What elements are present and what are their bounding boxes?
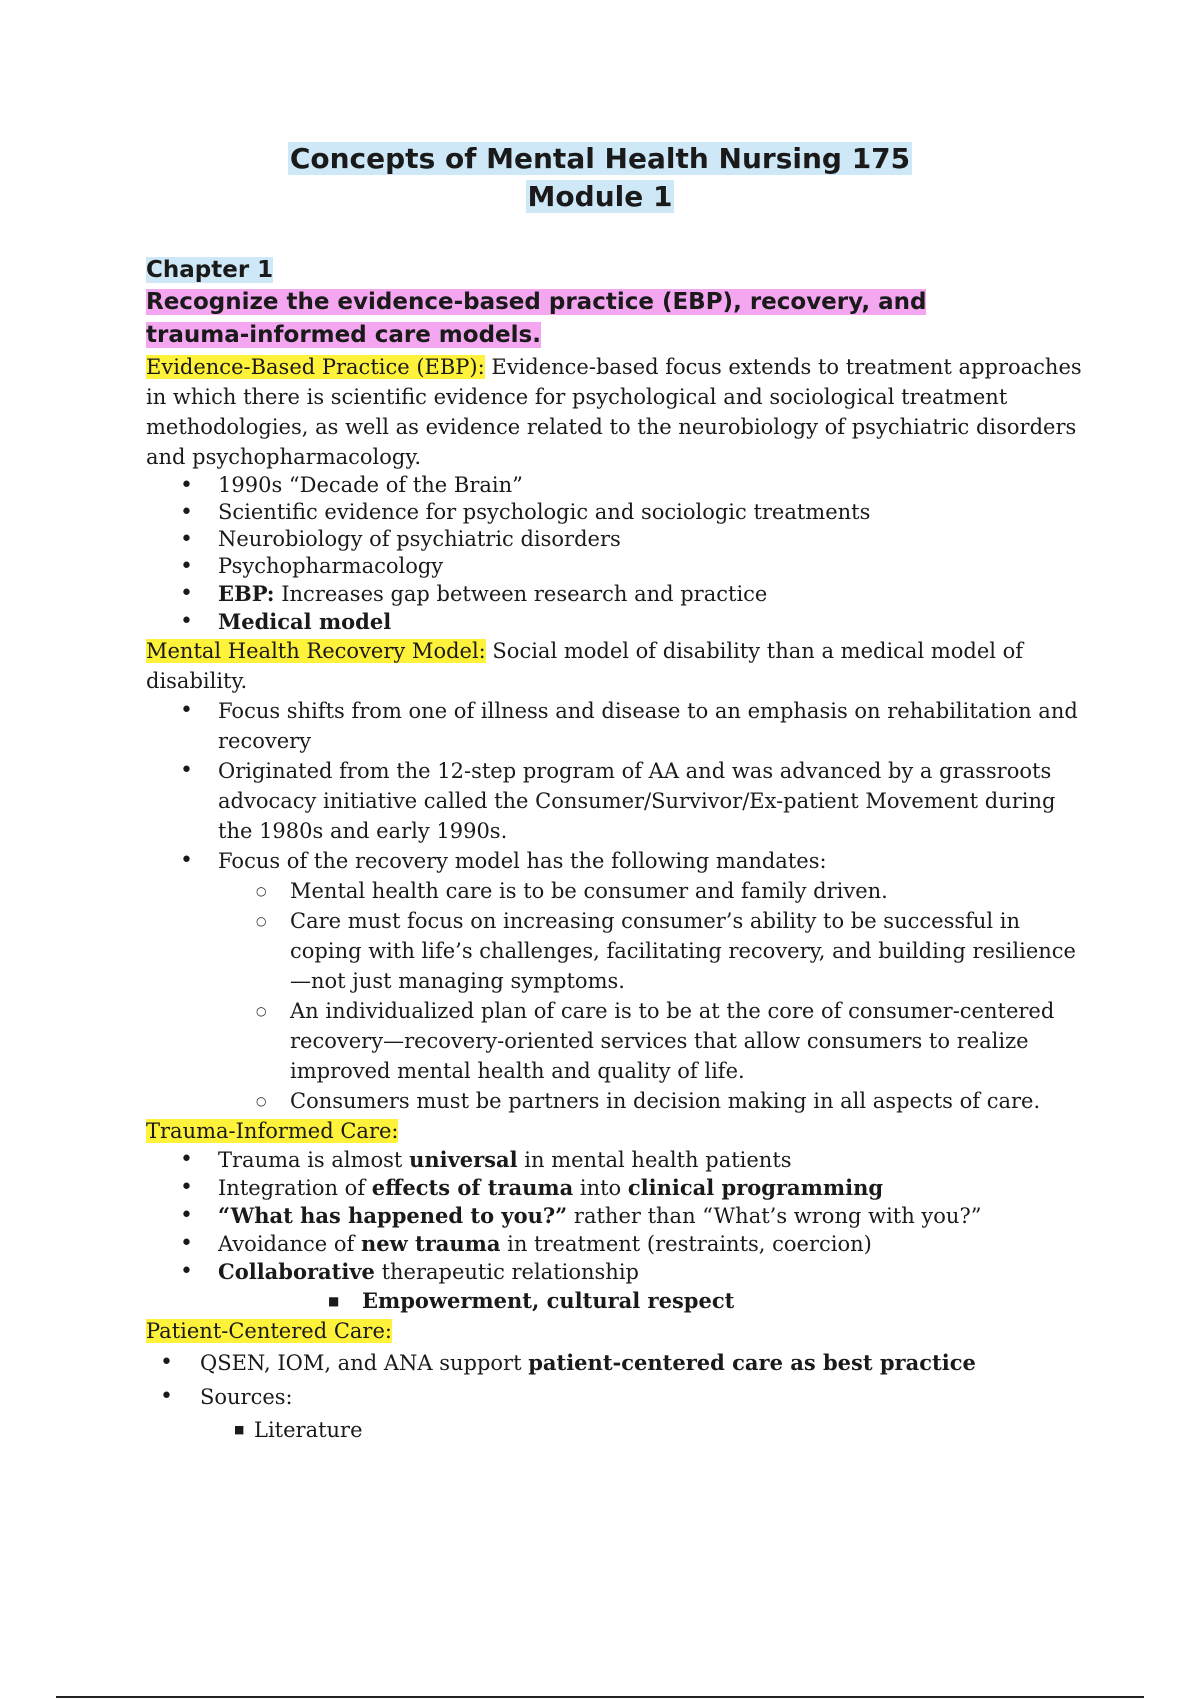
list-item: ○ Consumers must be partners in decision making in all aspects of care. <box>146 1086 1096 1116</box>
text: Trauma is almost <box>218 1148 410 1172</box>
objective-line-2: trauma-informed care models. <box>146 322 541 348</box>
list-item: • Focus shifts from one of illness and disease to an emphasis on rehabilitation and recovery <box>146 696 1096 756</box>
recovery-paragraph <box>146 636 1096 696</box>
trauma-list <box>146 1146 1096 1286</box>
ebp-bullet-text: Increases gap between research and practice <box>274 582 768 606</box>
bold-text: clinical programming <box>627 1175 884 1200</box>
list-item: ○ Care must focus on increasing consumer’s ability to be successful in coping with life’s challenges, facilitating recovery, and building resilience—not just managing symptoms. <box>146 906 1096 996</box>
pcc-list <box>146 1346 1096 1414</box>
learning-objective <box>146 286 1096 352</box>
ebp-text: Evidence-based focus extends to treatment approaches in which there is scientific evidence for psychological and sociological treatment methodologies, as well as evidence related to the neurobiology of psychiatric disorders and psychopharmacology. <box>146 355 1082 469</box>
text: Avoidance of <box>218 1232 361 1256</box>
recovery-list <box>146 696 1096 876</box>
document-page <box>146 140 1096 1446</box>
bold-text: effects of trauma <box>371 1175 574 1200</box>
list-item: • Focus of the recovery model has the following mandates: <box>146 846 1096 876</box>
list-item: ■ Empowerment, cultural respect <box>146 1286 1096 1316</box>
pcc-heading <box>146 1316 1096 1346</box>
trauma-label: Trauma-Informed Care: <box>146 1119 399 1143</box>
list-item <box>146 1146 1096 1174</box>
bold-text: universal <box>409 1147 518 1172</box>
list-item: ■ Literature <box>146 1414 1096 1446</box>
title-line-2: Module 1 <box>527 180 673 213</box>
text: Integration of <box>218 1176 372 1200</box>
list-item: • Scientific evidence for psychologic and sociologic treatments <box>146 499 1096 526</box>
text: in mental health patients <box>517 1148 792 1172</box>
bold-text: Collaborative <box>218 1259 375 1284</box>
bold-text: “What has happened to you?” <box>218 1203 568 1228</box>
list-item: • 1990s “Decade of the Brain” <box>146 472 1096 499</box>
ebp-list <box>146 472 1096 636</box>
text: in treatment (restraints, coercion) <box>500 1232 872 1256</box>
list-item <box>146 580 1096 608</box>
list-item <box>146 1174 1096 1202</box>
objective-line-1: Recognize the evidence-based practice (EBP), recovery, and <box>146 289 927 315</box>
document-title <box>0 140 1200 216</box>
title-line-1: Concepts of Mental Health Nursing 175 <box>289 142 911 175</box>
bold-text: new trauma <box>360 1231 501 1256</box>
ebp-paragraph <box>146 352 1096 472</box>
medical-model: Medical model <box>218 609 392 634</box>
list-item <box>146 1202 1096 1230</box>
list-item: • Sources: <box>146 1380 1096 1414</box>
list-item <box>146 1346 1096 1380</box>
recovery-text: Social model of disability than a medical model of disability. <box>146 639 1024 693</box>
list-item <box>146 608 1096 636</box>
text: therapeutic relationship <box>374 1260 639 1284</box>
chapter-label: Chapter 1 <box>146 257 274 283</box>
list-item: ○ Mental health care is to be consumer and family driven. <box>146 876 1096 906</box>
ebp-bullet-bold: EBP: <box>218 581 275 606</box>
bold-text: patient-centered care as best practice <box>528 1350 976 1375</box>
trauma-sublist <box>146 1286 1096 1316</box>
ebp-label: Evidence-Based Practice (EBP): <box>146 355 485 379</box>
list-item: • Originated from the 12-step program of AA and was advanced by a grassroots advocacy initiative called the Consumer/Survivor/Ex-patient Movement during the 1980s and early 1990s. <box>146 756 1096 846</box>
trauma-heading <box>146 1116 1096 1146</box>
chapter-heading <box>146 254 1096 286</box>
list-item <box>146 1258 1096 1286</box>
pcc-label: Patient-Centered Care: <box>146 1319 392 1343</box>
pcc-sublist <box>146 1414 1096 1446</box>
list-item: ○ An individualized plan of care is to be at the core of consumer-centered recovery—recovery-oriented services that allow consumers to realize improved mental health and quality of life. <box>146 996 1096 1086</box>
text: rather than “What’s wrong with you?” <box>567 1204 982 1228</box>
list-item: • Neurobiology of psychiatric disorders <box>146 526 1096 553</box>
list-item <box>146 1230 1096 1258</box>
mandates-list <box>146 876 1096 1116</box>
page-bottom-rule <box>56 1696 1144 1698</box>
list-item: • Psychopharmacology <box>146 553 1096 580</box>
recovery-label: Mental Health Recovery Model: <box>146 639 486 663</box>
text: QSEN, IOM, and ANA support <box>200 1351 529 1375</box>
text: into <box>573 1176 628 1200</box>
